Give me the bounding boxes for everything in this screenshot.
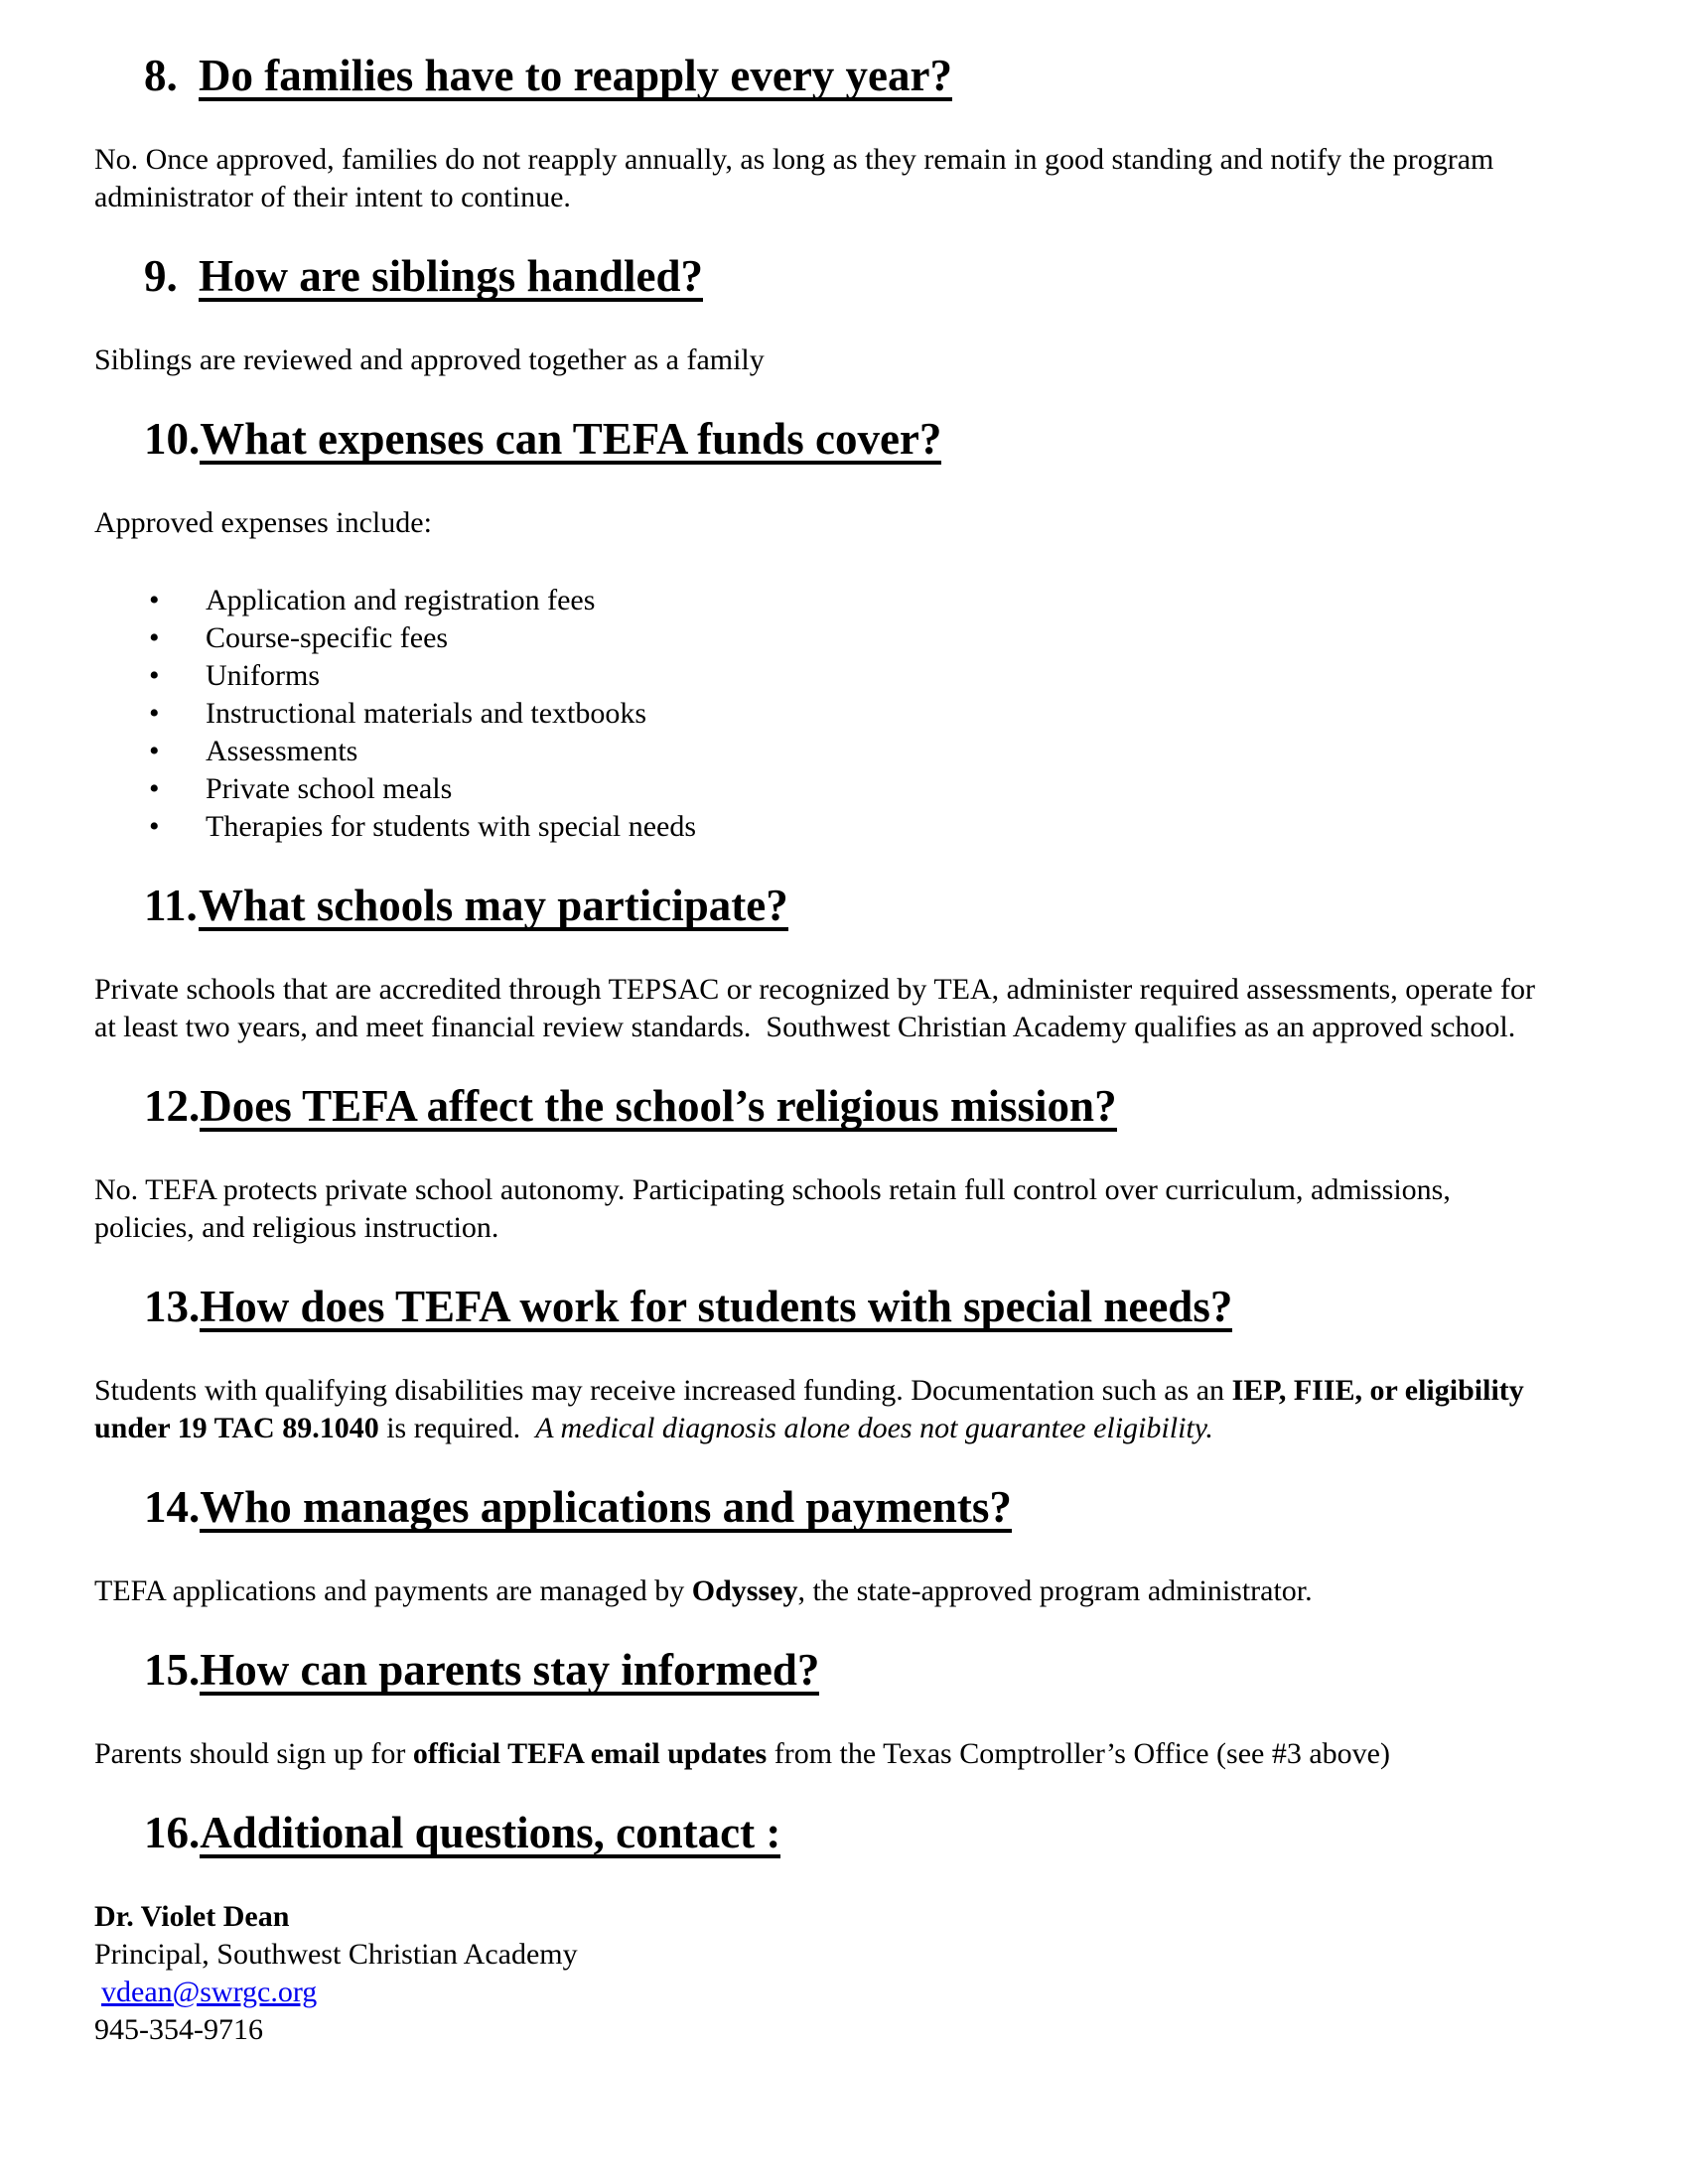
question-heading-9 bbox=[94, 251, 1549, 302]
answer-paragraph bbox=[94, 1171, 1549, 1247]
email-link[interactable]: vdean@swrgc.org bbox=[101, 1976, 318, 2008]
list-item: • Therapies for students with special needs bbox=[94, 808, 1549, 846]
answer-paragraph bbox=[94, 341, 1549, 379]
list-item: • Uniforms bbox=[94, 657, 1549, 695]
question-number: 16. bbox=[144, 1808, 201, 1857]
question-title: Who manages applications and payments? bbox=[200, 1482, 1012, 1532]
question-title: Additional questions, contact : bbox=[200, 1808, 781, 1857]
contact-email-line bbox=[94, 1974, 1549, 2011]
question-number: 14. bbox=[144, 1482, 201, 1532]
question-heading-15 bbox=[94, 1645, 1549, 1696]
answer-intro bbox=[94, 504, 1549, 542]
faq-item-8 bbox=[94, 51, 1549, 216]
faq-item-12 bbox=[94, 1081, 1549, 1247]
question-number: 13. bbox=[144, 1282, 201, 1331]
faq-item-10 bbox=[94, 414, 1549, 846]
question-title: Does TEFA affect the school’s religious mission? bbox=[200, 1081, 1117, 1131]
answer-text-italic: A medical diagnosis alone does not guarantee eligibility. bbox=[535, 1412, 1213, 1444]
answer-text: TEFA applications and payments are managed by bbox=[94, 1574, 692, 1607]
question-heading-14 bbox=[94, 1482, 1549, 1533]
question-title: How can parents stay informed? bbox=[200, 1645, 820, 1695]
question-title: What schools may participate? bbox=[199, 881, 788, 930]
answer-paragraph bbox=[94, 1735, 1549, 1773]
question-title: What expenses can TEFA funds cover? bbox=[200, 414, 942, 464]
question-title: How are siblings handled? bbox=[199, 251, 704, 301]
question-heading-16 bbox=[94, 1808, 1549, 1858]
contact-name: Dr. Violet Dean bbox=[94, 1900, 290, 1933]
answer-text: Students with qualifying disabilities may receive increased funding. Documentation such as an bbox=[94, 1374, 1232, 1407]
question-heading-11 bbox=[94, 881, 1549, 931]
answer-text: , the state-approved program administrator. bbox=[797, 1574, 1313, 1607]
question-heading-13 bbox=[94, 1282, 1549, 1332]
list-item: • Application and registration fees bbox=[94, 582, 1549, 619]
faq-item-14 bbox=[94, 1482, 1549, 1610]
question-heading-10 bbox=[94, 414, 1549, 465]
question-number: 15. bbox=[144, 1645, 201, 1695]
answer-text: is required. bbox=[378, 1412, 536, 1444]
question-number: 10. bbox=[144, 414, 201, 464]
answer-paragraph bbox=[94, 141, 1549, 216]
list-item: • Assessments bbox=[94, 733, 1549, 770]
question-heading-12 bbox=[94, 1081, 1549, 1132]
question-number: 8. bbox=[144, 51, 178, 100]
answer-intro-text: Approved expenses include: bbox=[94, 506, 432, 539]
answer-text-bold: IEP, FIIE, or eligibility under 19 TAC 89.1040 bbox=[94, 1374, 1532, 1444]
question-number: 9. bbox=[144, 251, 178, 301]
answer-text: from the Texas Comptroller’s Office (see #3 above) bbox=[767, 1737, 1390, 1770]
list-item: • Instructional materials and textbooks bbox=[94, 695, 1549, 733]
contact-block bbox=[94, 1898, 1549, 2049]
faq-item-15 bbox=[94, 1645, 1549, 1773]
answer-text-bold: Odyssey bbox=[691, 1574, 798, 1607]
question-heading-8 bbox=[94, 51, 1549, 101]
question-number: 12. bbox=[144, 1081, 201, 1131]
question-title: Do families have to reapply every year? bbox=[199, 51, 953, 100]
answer-text: Private schools that are accredited through TEPSAC or recognized by TEA, administer required assessments, operate for at least two years, and meet financial review standards. Southwest Christian Academy qualifies as an approved school. bbox=[94, 973, 1543, 1043]
faq-item-13 bbox=[94, 1282, 1549, 1447]
question-number: 11. bbox=[144, 881, 198, 930]
list-item: • Private school meals bbox=[94, 770, 1549, 808]
faq-item-11 bbox=[94, 881, 1549, 1046]
faq-item-9 bbox=[94, 251, 1549, 379]
contact-title: Principal, Southwest Christian Academy bbox=[94, 1938, 578, 1971]
list-item: • Course-specific fees bbox=[94, 619, 1549, 657]
answer-text: Siblings are reviewed and approved together as a family bbox=[94, 343, 765, 376]
answer-text: No. Once approved, families do not reapply annually, as long as they remain in good standing and notify the program administrator of their intent to continue. bbox=[94, 143, 1501, 213]
expenses-list bbox=[94, 582, 1549, 846]
question-title: How does TEFA work for students with special needs? bbox=[200, 1282, 1233, 1331]
answer-paragraph bbox=[94, 1572, 1549, 1610]
contact-phone: 945-354-9716 bbox=[94, 2013, 263, 2046]
answer-text: Parents should sign up for bbox=[94, 1737, 413, 1770]
faq-item-16 bbox=[94, 1808, 1549, 2049]
answer-text: No. TEFA protects private school autonomy. Participating schools retain full control over curriculum, admissions, policies, and religious instruction. bbox=[94, 1173, 1459, 1244]
answer-paragraph bbox=[94, 1372, 1549, 1447]
answer-paragraph bbox=[94, 971, 1549, 1046]
answer-text-bold: official TEFA email updates bbox=[412, 1737, 768, 1770]
